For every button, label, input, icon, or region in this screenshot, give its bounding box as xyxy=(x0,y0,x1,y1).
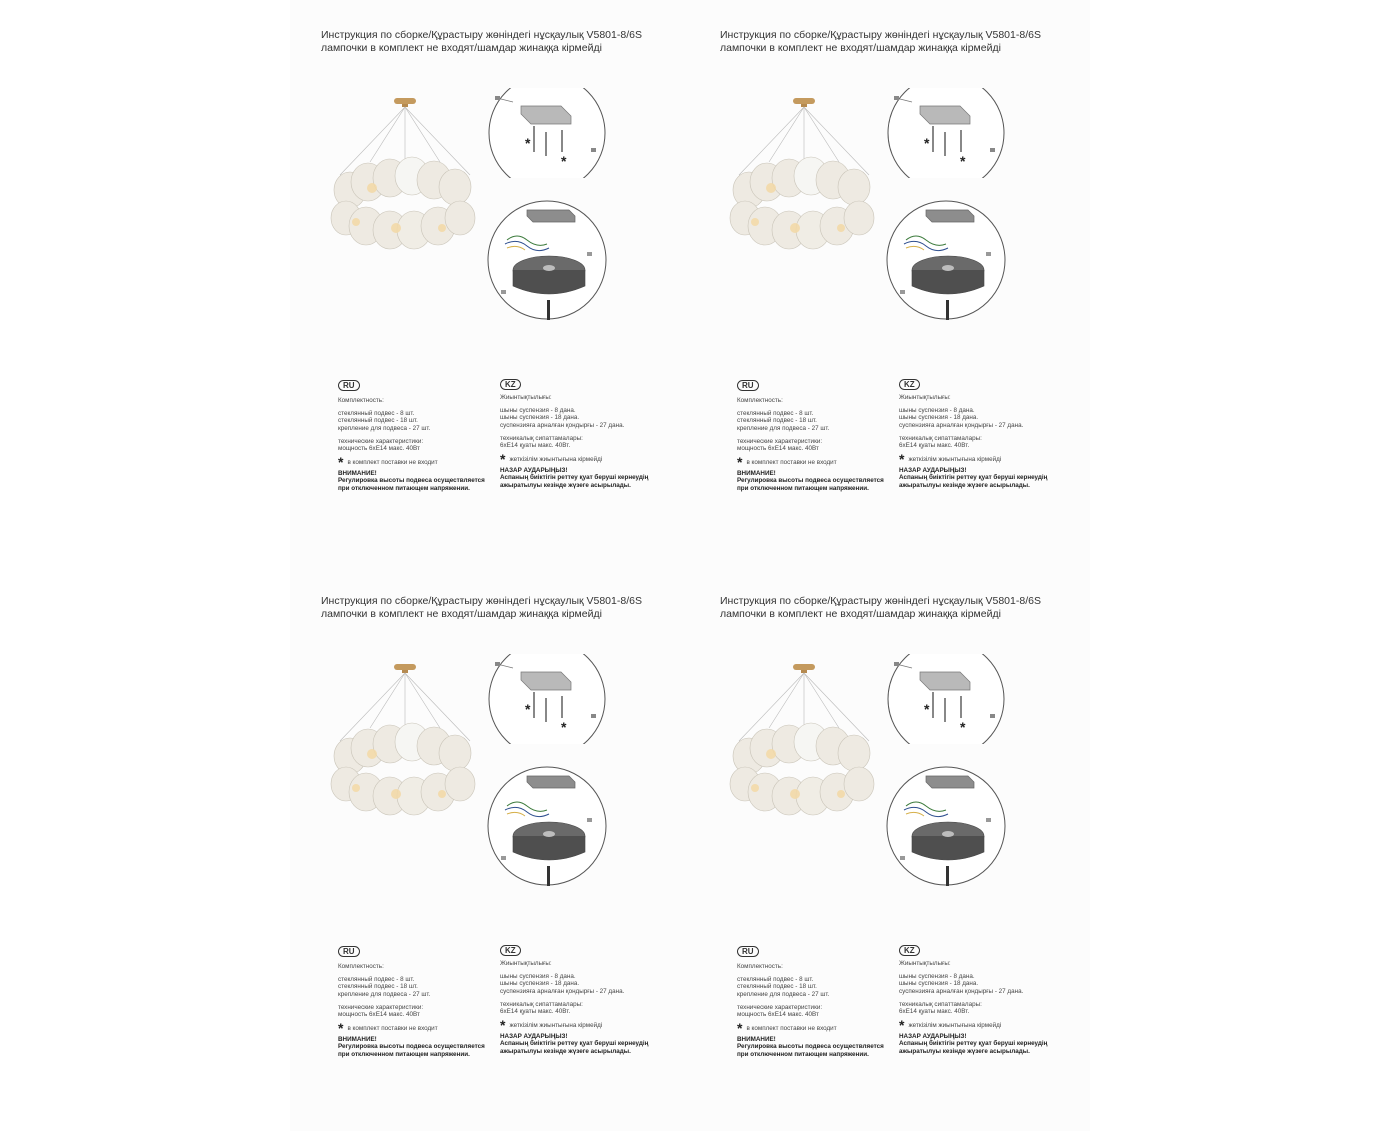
asterisk-icon: * xyxy=(924,135,930,151)
title-line-2: лампочки в комплект не входят/шамдар жинаққа кірмейді xyxy=(720,42,1001,54)
canopy-wiring-diagram xyxy=(487,766,607,886)
kz-specs-heading: техникалық сипаттамалары: xyxy=(500,434,583,442)
ru-item-1: стеклянный подвес - 8 шт. xyxy=(338,976,415,984)
kz-not-included-text: жеткізілім жиынтығына кірмейді xyxy=(509,456,603,464)
title-line-2: лампочки в комплект не входят/шамдар жинаққа кірмейді xyxy=(720,608,1001,620)
title-line-2: лампочки в комплект не входят/шамдар жинаққа кірмейді xyxy=(321,608,602,620)
kz-badge: KZ xyxy=(899,945,920,956)
canopy-wiring-diagram xyxy=(886,200,1006,320)
kz-warning-line-2: ажыратылуы кезінде жүзеге асырылады. xyxy=(899,1047,1030,1055)
ru-section xyxy=(737,380,912,492)
ru-item-2: стеклянный подвес - 18 шт. xyxy=(737,417,817,425)
asterisk-icon: * xyxy=(500,1017,506,1034)
canopy-wiring-diagram xyxy=(886,766,1006,886)
ru-specs-heading: технические характеристики: xyxy=(737,1003,823,1011)
asterisk-icon: * xyxy=(525,701,531,717)
title-line-1: Инструкция по сборке/Құрастыру жөніндегі нұсқаулық V5801-8/6S xyxy=(321,595,642,607)
kz-item-1: шыны суспензия - 8 дана. xyxy=(899,973,975,981)
ru-warning-line-1: Регулировка высоты подвеса осуществляется xyxy=(338,1043,485,1051)
panel-title xyxy=(321,29,642,55)
kz-item-1: шыны суспензия - 8 дана. xyxy=(500,973,576,981)
kz-section xyxy=(899,379,1074,489)
asterisk-icon: * xyxy=(960,153,966,169)
ru-item-3: крепление для подвеса - 27 шт. xyxy=(338,424,431,432)
ru-specs-heading: технические характеристики: xyxy=(338,437,424,445)
ru-section xyxy=(338,946,513,1058)
mounting-bracket-diagram xyxy=(487,88,607,178)
kz-specs: 6хЕ14 қуаты макс. 40Вт. xyxy=(899,442,970,450)
title-line-2: лампочки в комплект не входят/шамдар жинаққа кірмейді xyxy=(321,42,602,54)
ru-heading: Комплектность: xyxy=(338,397,384,404)
instruction-panel xyxy=(290,0,690,565)
ru-section xyxy=(338,380,513,492)
asterisk-icon: * xyxy=(338,1020,344,1037)
chandelier-illustration xyxy=(330,656,480,826)
ru-item-1: стеклянный подвес - 8 шт. xyxy=(737,976,814,984)
kz-item-1: шыны суспензия - 8 дана. xyxy=(899,407,975,415)
ru-warning-line-2: при отключенном питающем напряжении. xyxy=(338,484,470,492)
mounting-bracket-diagram xyxy=(886,654,1006,744)
asterisk-icon: * xyxy=(525,135,531,151)
kz-item-2: шыны суспензия - 18 дана. xyxy=(899,980,979,988)
kz-heading: Жиынтықтылығы: xyxy=(500,394,552,401)
ru-badge: RU xyxy=(338,946,360,957)
kz-warning-title: НАЗАР АУДАРЫҢЫЗ! xyxy=(500,467,568,475)
ru-not-included-text: в комплект поставки не входит xyxy=(347,459,438,467)
ru-not-included-text: в комплект поставки не входит xyxy=(347,1025,438,1033)
ru-not-included xyxy=(737,454,912,471)
kz-warning-line-1: Аспаның биіктігін реттеу қуат беруші кернеудің xyxy=(500,474,649,482)
ru-specs: мощность 6хЕ14 макс. 40Вт xyxy=(338,445,420,453)
kz-badge: KZ xyxy=(500,945,521,956)
kz-warning-line-2: ажыратылуы кезінде жүзеге асырылады. xyxy=(899,481,1030,489)
asterisk-icon: * xyxy=(500,451,506,468)
canopy-wiring-diagram xyxy=(487,200,607,320)
ru-warning-title: ВНИМАНИЕ! xyxy=(338,1036,377,1044)
kz-not-included-text: жеткізілім жиынтығына кірмейді xyxy=(908,1022,1002,1030)
chandelier-illustration xyxy=(729,656,879,826)
kz-warning-line-2: ажыратылуы кезінде жүзеге асырылады. xyxy=(500,1047,631,1055)
ru-item-3: крепление для подвеса - 27 шт. xyxy=(737,424,830,432)
kz-not-included xyxy=(899,1017,1074,1034)
instruction-panel xyxy=(290,566,690,1131)
asterisk-icon: * xyxy=(561,719,567,735)
ru-not-included-text: в комплект поставки не входит xyxy=(746,459,837,467)
ru-item-2: стеклянный подвес - 18 шт. xyxy=(338,417,418,425)
ru-warning-line-1: Регулировка высоты подвеса осуществляется xyxy=(737,477,884,485)
kz-item-3: суспензияға арналған қондырғы - 27 дана. xyxy=(899,987,1024,995)
kz-not-included-text: жеткізілім жиынтығына кірмейді xyxy=(908,456,1002,464)
kz-specs-heading: техникалық сипаттамалары: xyxy=(899,1000,982,1008)
kz-not-included xyxy=(500,1017,675,1034)
kz-warning-line-1: Аспаның биіктігін реттеу қуат беруші кернеудің xyxy=(500,1040,649,1048)
kz-warning-line-1: Аспаның биіктігін реттеу қуат беруші кернеудің xyxy=(899,474,1048,482)
kz-warning-title: НАЗАР АУДАРЫҢЫЗ! xyxy=(899,467,967,475)
kz-warning-line-2: ажыратылуы кезінде жүзеге асырылады. xyxy=(500,481,631,489)
asterisk-icon: * xyxy=(737,454,743,471)
ru-not-included xyxy=(737,1020,912,1037)
ru-specs: мощность 6хЕ14 макс. 40Вт xyxy=(338,1011,420,1019)
kz-heading: Жиынтықтылығы: xyxy=(500,960,552,967)
kz-not-included-text: жеткізілім жиынтығына кірмейді xyxy=(509,1022,603,1030)
panel-title xyxy=(720,29,1041,55)
asterisk-icon: * xyxy=(924,701,930,717)
chandelier-illustration xyxy=(330,90,480,260)
kz-item-2: шыны суспензия - 18 дана. xyxy=(899,414,979,422)
ru-not-included xyxy=(338,1020,513,1037)
ru-section xyxy=(737,946,912,1058)
kz-item-3: суспензияға арналған қондырғы - 27 дана. xyxy=(500,987,625,995)
ru-heading: Комплектность: xyxy=(737,963,783,970)
ru-item-2: стеклянный подвес - 18 шт. xyxy=(737,983,817,991)
kz-specs: 6хЕ14 қуаты макс. 40Вт. xyxy=(899,1008,970,1016)
ru-warning-line-2: при отключенном питающем напряжении. xyxy=(338,1050,470,1058)
kz-specs: 6хЕ14 қуаты макс. 40Вт. xyxy=(500,442,571,450)
kz-not-included xyxy=(500,451,675,468)
asterisk-icon: * xyxy=(737,1020,743,1037)
asterisk-icon: * xyxy=(960,719,966,735)
kz-specs: 6хЕ14 қуаты макс. 40Вт. xyxy=(500,1008,571,1016)
asterisk-icon: * xyxy=(899,1017,905,1034)
asterisk-icon: * xyxy=(338,454,344,471)
ru-warning-line-2: при отключенном питающем напряжении. xyxy=(737,484,869,492)
ru-warning-title: ВНИМАНИЕ! xyxy=(338,470,377,478)
chandelier-illustration xyxy=(729,90,879,260)
kz-badge: KZ xyxy=(500,379,521,390)
ru-badge: RU xyxy=(737,380,759,391)
ru-specs-heading: технические характеристики: xyxy=(737,437,823,445)
asterisk-icon: * xyxy=(899,451,905,468)
ru-specs: мощность 6хЕ14 макс. 40Вт xyxy=(737,445,819,453)
panel-title xyxy=(720,595,1041,621)
ru-warning-line-1: Регулировка высоты подвеса осуществляется xyxy=(338,477,485,485)
ru-warning-line-2: при отключенном питающем напряжении. xyxy=(737,1050,869,1058)
ru-badge: RU xyxy=(338,380,360,391)
ru-item-2: стеклянный подвес - 18 шт. xyxy=(338,983,418,991)
kz-not-included xyxy=(899,451,1074,468)
kz-heading: Жиынтықтылығы: xyxy=(899,394,951,401)
ru-specs-heading: технические характеристики: xyxy=(338,1003,424,1011)
kz-specs-heading: техникалық сипаттамалары: xyxy=(899,434,982,442)
kz-item-2: шыны суспензия - 18 дана. xyxy=(500,980,580,988)
ru-item-3: крепление для подвеса - 27 шт. xyxy=(737,990,830,998)
kz-item-3: суспензияға арналған қондырғы - 27 дана. xyxy=(899,421,1024,429)
mounting-bracket-diagram xyxy=(487,654,607,744)
ru-not-included xyxy=(338,454,513,471)
kz-section xyxy=(899,945,1074,1055)
kz-warning-title: НАЗАР АУДАРЫҢЫЗ! xyxy=(899,1033,967,1041)
kz-section xyxy=(500,945,675,1055)
instruction-panel xyxy=(689,0,1089,565)
mounting-bracket-diagram xyxy=(886,88,1006,178)
title-line-1: Инструкция по сборке/Құрастыру жөніндегі нұсқаулық V5801-8/6S xyxy=(321,29,642,41)
ru-warning-title: ВНИМАНИЕ! xyxy=(737,1036,776,1044)
kz-badge: KZ xyxy=(899,379,920,390)
title-line-1: Инструкция по сборке/Құрастыру жөніндегі нұсқаулық V5801-8/6S xyxy=(720,595,1041,607)
ru-item-3: крепление для подвеса - 27 шт. xyxy=(338,990,431,998)
ru-heading: Комплектность: xyxy=(338,963,384,970)
title-line-1: Инструкция по сборке/Құрастыру жөніндегі нұсқаулық V5801-8/6S xyxy=(720,29,1041,41)
ru-item-1: стеклянный подвес - 8 шт. xyxy=(737,410,814,418)
ru-not-included-text: в комплект поставки не входит xyxy=(746,1025,837,1033)
ru-badge: RU xyxy=(737,946,759,957)
kz-item-2: шыны суспензия - 18 дана. xyxy=(500,414,580,422)
ru-warning-title: ВНИМАНИЕ! xyxy=(737,470,776,478)
ru-warning-line-1: Регулировка высоты подвеса осуществляется xyxy=(737,1043,884,1051)
kz-warning-line-1: Аспаның биіктігін реттеу қуат беруші кернеудің xyxy=(899,1040,1048,1048)
ru-specs: мощность 6хЕ14 макс. 40Вт xyxy=(737,1011,819,1019)
kz-heading: Жиынтықтылығы: xyxy=(899,960,951,967)
kz-item-1: шыны суспензия - 8 дана. xyxy=(500,407,576,415)
kz-item-3: суспензияға арналған қондырғы - 27 дана. xyxy=(500,421,625,429)
ru-item-1: стеклянный подвес - 8 шт. xyxy=(338,410,415,418)
panel-title xyxy=(321,595,642,621)
kz-warning-title: НАЗАР АУДАРЫҢЫЗ! xyxy=(500,1033,568,1041)
kz-section xyxy=(500,379,675,489)
asterisk-icon: * xyxy=(561,153,567,169)
kz-specs-heading: техникалық сипаттамалары: xyxy=(500,1000,583,1008)
instruction-panel xyxy=(689,566,1089,1131)
ru-heading: Комплектность: xyxy=(737,397,783,404)
